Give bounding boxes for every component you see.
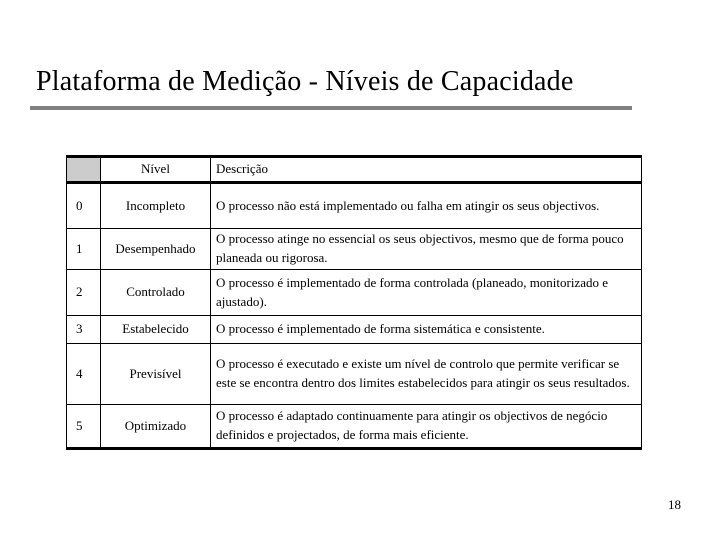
row-description: O processo é adaptado continuamente para atingir os objectivos de negócio definidos e projectados, de forma mais eficiente. — [211, 405, 642, 449]
row-index: 4 — [67, 344, 101, 405]
table-header-row — [67, 157, 642, 183]
table-row — [67, 183, 642, 229]
title-underline — [30, 106, 632, 110]
header-description: Descrição — [211, 157, 642, 183]
header-index-cell — [67, 157, 101, 183]
row-description: O processo é executado e existe um nível de controlo que permite verificar se este se encontra dentro dos limites estabelecidos para atingir os seus resultados. — [211, 344, 642, 405]
row-index: 1 — [67, 229, 101, 270]
row-level: Previsível — [101, 344, 211, 405]
row-description: O processo é implementado de forma sistemática e consistente. — [211, 316, 642, 344]
header-level: Nível — [101, 157, 211, 183]
slide-title: Plataforma de Medição - Níveis de Capacidade — [36, 66, 574, 97]
row-level: Desempenhado — [101, 229, 211, 270]
row-index: 5 — [67, 405, 101, 449]
table-row — [67, 316, 642, 344]
page-number: 18 — [668, 497, 681, 512]
row-index: 0 — [67, 183, 101, 229]
row-level: Incompleto — [101, 183, 211, 229]
row-index: 3 — [67, 316, 101, 344]
row-level: Estabelecido — [101, 316, 211, 344]
row-description: O processo atinge no essencial os seus objectivos, mesmo que de forma pouco planeada ou rigorosa. — [211, 229, 642, 270]
row-level: Optimizado — [101, 405, 211, 449]
table-row — [67, 405, 642, 449]
capability-levels-table — [66, 155, 642, 450]
table-row — [67, 270, 642, 316]
row-description: O processo não está implementado ou falha em atingir os seus objectivos. — [211, 183, 642, 229]
table-row — [67, 229, 642, 270]
table-row — [67, 344, 642, 405]
row-description: O processo é implementado de forma controlada (planeado, monitorizado e ajustado). — [211, 270, 642, 316]
row-level: Controlado — [101, 270, 211, 316]
row-index: 2 — [67, 270, 101, 316]
